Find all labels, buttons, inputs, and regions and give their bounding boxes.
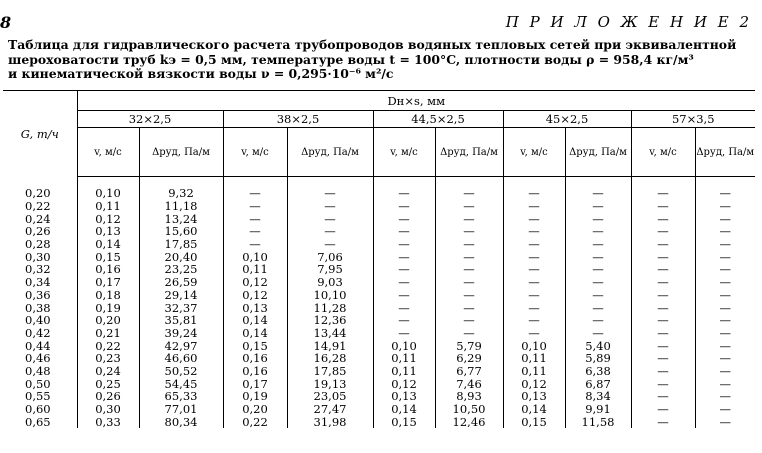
velocity-cell: 0,10: [223, 250, 287, 263]
pressure-drop-header: Δpуд, Па/м: [435, 128, 503, 177]
pressure-drop-cell: 7,95: [287, 263, 373, 276]
velocity-cell: —: [631, 301, 695, 314]
velocity-cell: 0,11: [223, 263, 287, 276]
velocity-cell: 0,16: [223, 352, 287, 365]
caption-line: шероховатости труб kэ = 0,5 мм, температуре воды t = 100°C, плотности воды ρ = 958,4 кг/м³: [8, 51, 694, 67]
table-row: [3, 225, 755, 238]
velocity-cell: —: [631, 327, 695, 340]
table-row: [3, 200, 755, 213]
velocity-cell: 0,15: [503, 415, 565, 428]
velocity-cell: —: [373, 225, 435, 238]
table-row: [3, 212, 755, 225]
flow-rate-cell: 0,42: [3, 327, 77, 340]
pressure-drop-cell: —: [565, 200, 631, 213]
velocity-cell: —: [503, 263, 565, 276]
velocity-cell: —: [373, 200, 435, 213]
pressure-drop-cell: 13,24: [139, 212, 223, 225]
pressure-drop-cell: —: [695, 250, 755, 263]
pressure-drop-cell: —: [565, 238, 631, 251]
pressure-drop-cell: —: [565, 314, 631, 327]
pressure-drop-cell: 5,79: [435, 339, 503, 352]
table-row: [3, 352, 755, 365]
flow-rate-cell: 0,22: [3, 200, 77, 213]
pressure-drop-cell: 54,45: [139, 377, 223, 390]
velocity-cell: —: [631, 415, 695, 428]
velocity-cell: —: [631, 200, 695, 213]
pressure-drop-cell: 27,47: [287, 403, 373, 416]
velocity-cell: —: [631, 177, 695, 200]
velocity-cell: —: [373, 238, 435, 251]
pressure-drop-cell: 7,06: [287, 250, 373, 263]
velocity-cell: 0,17: [77, 276, 139, 289]
pressure-drop-cell: 5,40: [565, 339, 631, 352]
velocity-cell: 0,11: [503, 352, 565, 365]
velocity-cell: —: [631, 238, 695, 251]
pressure-drop-cell: —: [565, 276, 631, 289]
velocity-cell: 0,16: [223, 365, 287, 378]
pressure-drop-cell: 9,32: [139, 177, 223, 200]
pipe-size-header: 38×2,5: [223, 111, 373, 128]
velocity-cell: —: [223, 225, 287, 238]
velocity-cell: 0,15: [77, 250, 139, 263]
pressure-drop-cell: —: [695, 301, 755, 314]
flow-rate-cell: 0,55: [3, 390, 77, 403]
pressure-drop-cell: —: [435, 200, 503, 213]
pressure-drop-header: Δpуд, Па/м: [139, 128, 223, 177]
pressure-drop-cell: 20,40: [139, 250, 223, 263]
velocity-cell: 0,10: [373, 339, 435, 352]
flow-rate-cell: 0,32: [3, 263, 77, 276]
pressure-drop-cell: 31,98: [287, 415, 373, 428]
pressure-drop-cell: —: [695, 365, 755, 378]
pressure-drop-cell: —: [287, 225, 373, 238]
pressure-drop-cell: —: [565, 289, 631, 302]
pressure-drop-cell: 42,97: [139, 339, 223, 352]
pressure-drop-cell: 65,33: [139, 390, 223, 403]
pressure-drop-cell: 50,52: [139, 365, 223, 378]
velocity-cell: 0,10: [503, 339, 565, 352]
velocity-cell: 0,33: [77, 415, 139, 428]
velocity-cell: 0,19: [77, 301, 139, 314]
pressure-drop-cell: —: [695, 339, 755, 352]
pressure-drop-cell: 11,58: [565, 415, 631, 428]
velocity-cell: —: [503, 314, 565, 327]
velocity-header: v, м/с: [223, 128, 287, 177]
pressure-drop-header: Δpуд, Па/м: [565, 128, 631, 177]
velocity-cell: 0,11: [373, 365, 435, 378]
pressure-drop-cell: —: [695, 177, 755, 200]
velocity-cell: —: [223, 177, 287, 200]
pressure-drop-cell: 6,77: [435, 365, 503, 378]
table-row: [3, 314, 755, 327]
pressure-drop-cell: 46,60: [139, 352, 223, 365]
pressure-drop-cell: 23,05: [287, 390, 373, 403]
pressure-drop-cell: 26,59: [139, 276, 223, 289]
velocity-cell: —: [223, 238, 287, 251]
velocity-cell: —: [631, 352, 695, 365]
velocity-cell: 0,18: [77, 289, 139, 302]
velocity-cell: —: [503, 250, 565, 263]
pressure-drop-cell: —: [435, 289, 503, 302]
pressure-drop-cell: —: [695, 276, 755, 289]
velocity-cell: 0,17: [223, 377, 287, 390]
velocity-cell: —: [373, 314, 435, 327]
flow-rate-cell: 0,48: [3, 365, 77, 378]
velocity-cell: 0,12: [77, 212, 139, 225]
pressure-drop-cell: —: [287, 238, 373, 251]
pressure-drop-cell: 8,93: [435, 390, 503, 403]
table-row: [3, 377, 755, 390]
velocity-cell: —: [373, 289, 435, 302]
velocity-cell: —: [631, 212, 695, 225]
velocity-cell: —: [631, 263, 695, 276]
pressure-drop-cell: 13,44: [287, 327, 373, 340]
pressure-drop-cell: 6,38: [565, 365, 631, 378]
pressure-drop-cell: —: [435, 276, 503, 289]
pressure-drop-cell: 9,91: [565, 403, 631, 416]
pressure-drop-cell: 19,13: [287, 377, 373, 390]
pressure-drop-cell: 7,46: [435, 377, 503, 390]
pressure-drop-cell: —: [435, 212, 503, 225]
velocity-cell: —: [373, 276, 435, 289]
pressure-drop-cell: —: [695, 289, 755, 302]
velocity-cell: —: [503, 238, 565, 251]
velocity-cell: 0,14: [503, 403, 565, 416]
pressure-drop-cell: 32,37: [139, 301, 223, 314]
velocity-cell: —: [503, 276, 565, 289]
velocity-cell: —: [631, 365, 695, 378]
pressure-drop-cell: 6,29: [435, 352, 503, 365]
flow-rate-cell: 0,24: [3, 212, 77, 225]
velocity-cell: —: [631, 339, 695, 352]
table-caption: [8, 38, 753, 82]
flow-rate-cell: 0,40: [3, 314, 77, 327]
velocity-cell: 0,26: [77, 390, 139, 403]
pressure-drop-cell: 23,25: [139, 263, 223, 276]
velocity-cell: 0,22: [223, 415, 287, 428]
pressure-drop-cell: —: [435, 238, 503, 251]
pressure-drop-cell: —: [695, 212, 755, 225]
velocity-cell: 0,12: [503, 377, 565, 390]
page-number: 8: [0, 13, 12, 32]
velocity-cell: —: [373, 250, 435, 263]
table-row: [3, 263, 755, 276]
pressure-drop-cell: —: [435, 263, 503, 276]
pipe-size-header: 45×2,5: [503, 111, 631, 128]
pressure-drop-cell: —: [287, 212, 373, 225]
pressure-drop-cell: —: [695, 263, 755, 276]
velocity-cell: 0,13: [503, 390, 565, 403]
pressure-drop-header: Δpуд, Па/м: [287, 128, 373, 177]
pipe-size-header: 32×2,5: [77, 111, 223, 128]
pressure-drop-cell: 17,85: [287, 365, 373, 378]
flow-rate-cell: 0,28: [3, 238, 77, 251]
pressure-drop-cell: 12,46: [435, 415, 503, 428]
velocity-header: v, м/с: [503, 128, 565, 177]
velocity-cell: —: [503, 225, 565, 238]
pressure-drop-cell: 11,28: [287, 301, 373, 314]
velocity-cell: —: [631, 314, 695, 327]
velocity-cell: —: [373, 212, 435, 225]
velocity-cell: —: [223, 200, 287, 213]
velocity-cell: —: [223, 212, 287, 225]
pressure-drop-cell: —: [565, 177, 631, 200]
pressure-drop-cell: 35,81: [139, 314, 223, 327]
velocity-header: v, м/с: [77, 128, 139, 177]
flow-rate-cell: 0,44: [3, 339, 77, 352]
caption-line: и кинематической вязкости воды ν = 0,295·10⁻⁶ м²/с: [8, 66, 394, 81]
velocity-cell: 0,20: [223, 403, 287, 416]
velocity-cell: 0,14: [77, 238, 139, 251]
pressure-drop-cell: 16,28: [287, 352, 373, 365]
velocity-cell: —: [503, 200, 565, 213]
pressure-drop-cell: 15,60: [139, 225, 223, 238]
dn-header: Dн×s, мм: [77, 91, 755, 111]
flow-rate-cell: 0,65: [3, 415, 77, 428]
pressure-drop-cell: 80,34: [139, 415, 223, 428]
pressure-drop-cell: —: [435, 314, 503, 327]
table-row: [3, 390, 755, 403]
pressure-drop-cell: 12,36: [287, 314, 373, 327]
pressure-drop-cell: 10,10: [287, 289, 373, 302]
hydraulic-table: [3, 90, 755, 428]
table-row: [3, 301, 755, 314]
velocity-cell: —: [373, 301, 435, 314]
velocity-header: v, м/с: [373, 128, 435, 177]
velocity-cell: —: [373, 327, 435, 340]
velocity-cell: —: [503, 177, 565, 200]
pressure-drop-cell: 14,91: [287, 339, 373, 352]
velocity-cell: 0,11: [77, 200, 139, 213]
table-body: [3, 177, 755, 429]
pressure-drop-cell: —: [695, 415, 755, 428]
pressure-drop-cell: —: [695, 238, 755, 251]
table-row: [3, 365, 755, 378]
table-row: [3, 177, 755, 200]
table-row: [3, 289, 755, 302]
pressure-drop-cell: 39,24: [139, 327, 223, 340]
velocity-cell: —: [631, 250, 695, 263]
pressure-drop-cell: 8,34: [565, 390, 631, 403]
velocity-cell: 0,11: [503, 365, 565, 378]
table-row: [3, 403, 755, 416]
pressure-drop-cell: 6,87: [565, 377, 631, 390]
velocity-cell: 0,20: [77, 314, 139, 327]
velocity-cell: 0,13: [223, 301, 287, 314]
velocity-cell: —: [631, 403, 695, 416]
velocity-cell: —: [503, 301, 565, 314]
pressure-drop-cell: —: [287, 200, 373, 213]
velocity-cell: 0,13: [373, 390, 435, 403]
pipe-size-header: 44,5×2,5: [373, 111, 503, 128]
flow-rate-cell: 0,60: [3, 403, 77, 416]
table-row: [3, 339, 755, 352]
flow-rate-cell: 0,36: [3, 289, 77, 302]
velocity-cell: —: [503, 327, 565, 340]
flow-rate-cell: 0,50: [3, 377, 77, 390]
table-row: [3, 415, 755, 428]
pressure-drop-cell: —: [565, 212, 631, 225]
appendix-title: П Р И Л О Ж Е Н И Е 2: [505, 13, 752, 31]
velocity-cell: 0,10: [77, 177, 139, 200]
pressure-drop-cell: —: [287, 177, 373, 200]
velocity-cell: 0,21: [77, 327, 139, 340]
table-row: [3, 327, 755, 340]
flow-rate-cell: 0,26: [3, 225, 77, 238]
pressure-drop-header: Δpуд, Па/м: [695, 128, 755, 177]
table-row: [3, 250, 755, 263]
velocity-cell: —: [631, 390, 695, 403]
velocity-cell: —: [373, 263, 435, 276]
pressure-drop-cell: —: [695, 200, 755, 213]
pressure-drop-cell: —: [695, 377, 755, 390]
velocity-cell: —: [503, 289, 565, 302]
velocity-cell: —: [631, 276, 695, 289]
g-column-header: G, т/ч: [3, 91, 77, 177]
table-row: [3, 276, 755, 289]
velocity-cell: 0,13: [77, 225, 139, 238]
table-row: [3, 238, 755, 251]
flow-rate-cell: 0,38: [3, 301, 77, 314]
velocity-cell: 0,12: [223, 289, 287, 302]
sub-header-row: [3, 128, 755, 177]
pressure-drop-cell: —: [565, 301, 631, 314]
velocity-cell: 0,24: [77, 365, 139, 378]
pressure-drop-cell: —: [435, 327, 503, 340]
pressure-drop-cell: —: [695, 327, 755, 340]
pressure-drop-cell: 10,50: [435, 403, 503, 416]
velocity-cell: —: [373, 177, 435, 200]
pressure-drop-cell: —: [695, 403, 755, 416]
velocity-cell: 0,25: [77, 377, 139, 390]
pressure-drop-cell: 77,01: [139, 403, 223, 416]
velocity-cell: 0,14: [373, 403, 435, 416]
pressure-drop-cell: 9,03: [287, 276, 373, 289]
velocity-cell: 0,15: [223, 339, 287, 352]
pressure-drop-cell: —: [695, 225, 755, 238]
pressure-drop-cell: 11,18: [139, 200, 223, 213]
pressure-drop-cell: 17,85: [139, 238, 223, 251]
pressure-drop-cell: —: [695, 352, 755, 365]
velocity-cell: 0,14: [223, 327, 287, 340]
velocity-cell: 0,15: [373, 415, 435, 428]
pressure-drop-cell: —: [695, 314, 755, 327]
pressure-drop-cell: —: [435, 177, 503, 200]
flow-rate-cell: 0,30: [3, 250, 77, 263]
velocity-cell: 0,11: [373, 352, 435, 365]
velocity-cell: 0,12: [373, 377, 435, 390]
pipe-size-header: 57×3,5: [631, 111, 755, 128]
velocity-cell: —: [503, 212, 565, 225]
velocity-cell: —: [631, 289, 695, 302]
velocity-cell: 0,16: [77, 263, 139, 276]
pressure-drop-cell: 29,14: [139, 289, 223, 302]
pressure-drop-cell: —: [565, 327, 631, 340]
velocity-cell: —: [631, 225, 695, 238]
pressure-drop-cell: —: [695, 390, 755, 403]
velocity-cell: 0,12: [223, 276, 287, 289]
pressure-drop-cell: —: [435, 301, 503, 314]
flow-rate-cell: 0,20: [3, 177, 77, 200]
velocity-cell: 0,30: [77, 403, 139, 416]
pressure-drop-cell: —: [565, 250, 631, 263]
velocity-cell: 0,19: [223, 390, 287, 403]
velocity-cell: 0,23: [77, 352, 139, 365]
velocity-header: v, м/с: [631, 128, 695, 177]
flow-rate-cell: 0,34: [3, 276, 77, 289]
pressure-drop-cell: 5,89: [565, 352, 631, 365]
caption-line: Таблица для гидравлического расчета трубопроводов водяных тепловых сетей при эквивалентной: [8, 37, 737, 52]
flow-rate-cell: 0,46: [3, 352, 77, 365]
pressure-drop-cell: —: [435, 225, 503, 238]
velocity-cell: —: [631, 377, 695, 390]
velocity-cell: 0,22: [77, 339, 139, 352]
pressure-drop-cell: —: [565, 263, 631, 276]
velocity-cell: 0,14: [223, 314, 287, 327]
pressure-drop-cell: —: [565, 225, 631, 238]
pressure-drop-cell: —: [435, 250, 503, 263]
